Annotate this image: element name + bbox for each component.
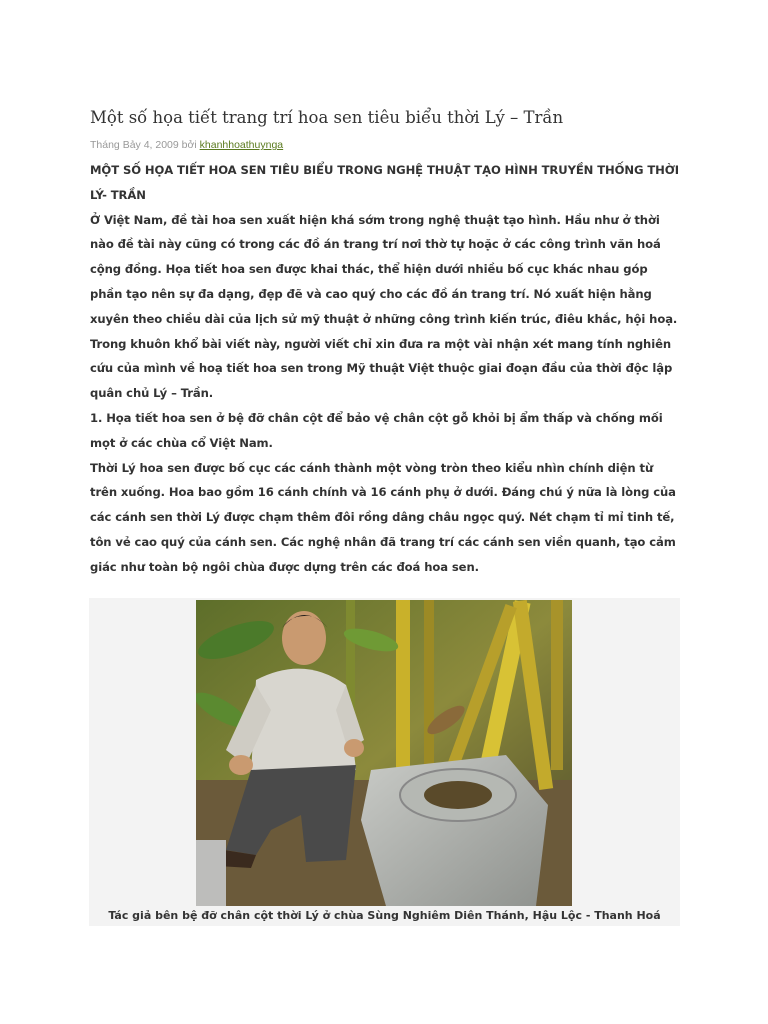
post-by: bởi bbox=[181, 139, 197, 151]
author-link[interactable]: khanhhoathuynga bbox=[199, 139, 284, 151]
figure-caption: Tác giả bên bệ đỡ chân cột thời Lý ở chùa Sùng Nghiêm Diên Thánh, Hậu Lộc - Thanh Hoá bbox=[108, 909, 661, 922]
post-content bbox=[90, 158, 680, 580]
post-meta bbox=[90, 139, 283, 151]
figure bbox=[89, 598, 680, 926]
paragraph-section-1: 1. Họa tiết hoa sen ở bệ đỡ chân cột để bảo vệ chân cột gỗ khỏi bị ẩm thấp và chống mối mọt ở các chùa cổ Việt Nam. bbox=[90, 410, 663, 450]
post-title[interactable]: Một số họa tiết trang trí hoa sen tiêu biểu thời Lý – Trần bbox=[90, 108, 564, 127]
photo-author-column-base bbox=[196, 600, 572, 906]
post-date: Tháng Bảy 4, 2009 bbox=[90, 139, 179, 151]
article-heading: MỘT SỐ HỌA TIẾT HOA SEN TIÊU BIỂU TRONG NGHỆ THUẬT TẠO HÌNH TRUYỀN THỐNG THỜI LÝ- TRẦN bbox=[90, 163, 679, 202]
paragraph-ly-dynasty: Thời Lý hoa sen được bố cục các cánh thành một vòng tròn theo kiểu nhìn chính diện từ trên xuống. Hoa bao gồm 16 cánh chính và 16 cánh phụ ở dưới. Đáng chú ý nữa là lòng của các cánh sen thời Lý được chạm thêm đôi rồng dâng châu ngọc quý. Nét chạm tỉ mỉ tinh tế, tôn vẻ cao quý của cánh sen. Các nghệ nhân đã trang trí các cánh sen viền quanh, tạo cảm giác như toàn bộ ngôi chùa được dựng trên các đoá hoa sen. bbox=[90, 460, 676, 574]
paragraph-intro: Ở Việt Nam, đề tài hoa sen xuất hiện khá sớm trong nghệ thuật tạo hình. Hầu như ở thời nào đề tài này cũng có trong các đồ án trang trí nơi thờ tự hoặc ở các công trình văn hoá cộng đồng. Họa tiết hoa sen được khai thác, thể hiện dưới nhiều bố cục khác nhau góp phần tạo nên sự đa dạng, đẹp đẽ và cao quý cho các đồ án trang trí. Nó xuất hiện hằng xuyên theo chiều dài của lịch sử mỹ thuật ở những công trình kiến trúc, điêu khắc, hội hoạ. Trong khuôn khổ bài viết này, người viết chỉ xin đưa ra một vài nhận xét mang tính nghiên cứu của mình về hoạ tiết hoa sen trong Mỹ thuật Việt thuộc giai đoạn đầu của thời độc lập quân chủ Lý – Trần. bbox=[90, 212, 678, 401]
